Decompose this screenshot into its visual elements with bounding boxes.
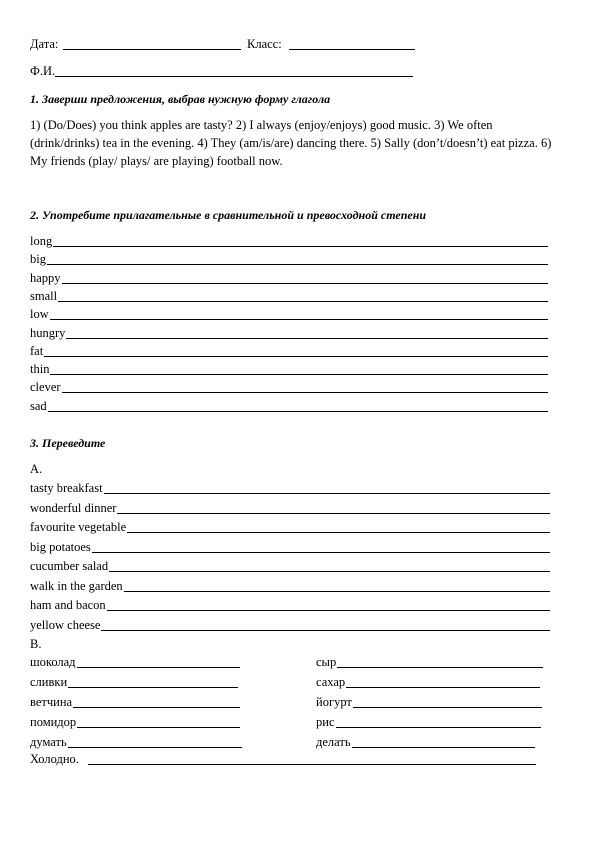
answer-line[interactable]	[50, 319, 548, 320]
adjective-happy: happy	[30, 270, 61, 285]
answer-line[interactable]	[337, 667, 543, 668]
task1-title: 1. Заверши предложения, выбрав нужную форму глагола	[30, 92, 331, 106]
answer-line[interactable]	[353, 707, 542, 708]
part-a-label: A.	[30, 462, 43, 476]
phrase-item: big potatoes	[30, 539, 91, 554]
russian-word-right: сыр	[316, 655, 337, 669]
date-label: Дата:	[30, 37, 59, 51]
russian-word-left: шоколад	[30, 655, 76, 669]
last-item-label: Холодно.	[30, 752, 79, 766]
answer-line[interactable]	[352, 747, 535, 748]
phrase-item: tasty breakfast	[30, 481, 103, 495]
answer-line[interactable]	[62, 283, 548, 284]
answer-line[interactable]	[62, 392, 548, 393]
answer-line[interactable]	[117, 513, 550, 514]
russian-word-left: сливки	[30, 675, 68, 689]
adjective-long: long	[30, 234, 53, 248]
answer-line[interactable]	[48, 411, 548, 412]
russian-word-left: помидор	[30, 715, 77, 729]
part-b-label: B.	[30, 637, 42, 651]
adjective-thin: thin	[30, 362, 50, 377]
russian-word-right: сахар	[316, 675, 346, 689]
answer-line[interactable]	[336, 727, 542, 728]
class-field[interactable]	[289, 49, 415, 50]
answer-line[interactable]	[346, 687, 540, 688]
phrase-item: yellow cheese	[30, 617, 101, 632]
answer-line[interactable]	[127, 532, 550, 533]
phrase-item: cucumber salad	[30, 559, 109, 573]
answer-line[interactable]	[68, 687, 238, 688]
answer-line[interactable]	[101, 630, 550, 631]
russian-word-left: ветчина	[30, 695, 73, 709]
answer-line[interactable]	[77, 727, 240, 728]
answer-line[interactable]	[58, 301, 548, 302]
task1-text: 1) (Do/Does) you think apples are tasty? 2) I always (enjoy/enjoys) good music. 3) We often (drink/drinks) tea in the evening. 4) They (am/is/are) dancing there. 5) Sally (don’t/doesn’t) eat pizza. 6) My friends (play/ plays/ are playing) football now.	[30, 118, 552, 168]
adjective-fat: fat	[30, 343, 44, 358]
class-label: Класс:	[247, 37, 282, 51]
answer-line[interactable]	[77, 667, 240, 668]
answer-line[interactable]	[104, 493, 550, 494]
task2-title: 2. Употребите прилагательные в сравнительной и превосходной степени	[30, 208, 427, 222]
date-field[interactable]	[63, 49, 241, 50]
answer-line[interactable]	[107, 610, 550, 611]
phrase-item: wonderful dinner	[30, 500, 117, 515]
answer-line[interactable]	[44, 356, 548, 357]
answer-line[interactable]	[47, 264, 548, 265]
answer-line[interactable]	[66, 338, 548, 339]
adjective-low: low	[30, 307, 49, 322]
phrase-item: favourite vegetable	[30, 520, 127, 534]
russian-word-right: йогурт	[316, 695, 352, 709]
answer-line[interactable]	[124, 591, 550, 592]
name-label: Ф.И.	[30, 64, 56, 78]
russian-word-right: рис	[316, 715, 335, 729]
russian-word-right: делать	[316, 735, 351, 749]
answer-line[interactable]	[92, 552, 550, 553]
answer-line[interactable]	[53, 246, 548, 247]
answer-line[interactable]	[50, 374, 548, 375]
adjective-small: small	[30, 288, 58, 303]
adjective-sad: sad	[30, 398, 47, 413]
adjective-big: big	[30, 252, 46, 267]
adjective-clever: clever	[30, 380, 61, 395]
answer-line[interactable]	[68, 747, 242, 748]
last-item-answer-line[interactable]	[88, 764, 536, 765]
adjective-hungry: hungry	[30, 325, 66, 340]
russian-word-left: думать	[30, 735, 67, 749]
phrase-item: ham and bacon	[30, 598, 106, 612]
answer-line[interactable]	[109, 571, 550, 572]
answer-line[interactable]	[73, 707, 240, 708]
name-field[interactable]	[55, 76, 413, 77]
task3-title: 3. Переведите	[30, 436, 106, 450]
phrase-item: walk in the garden	[30, 578, 123, 593]
